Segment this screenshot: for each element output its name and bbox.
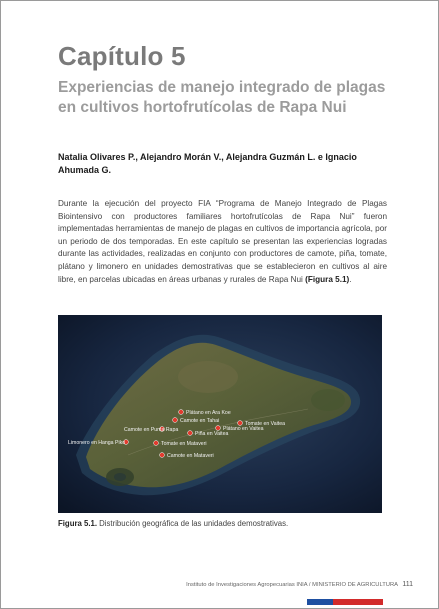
- label-pina-vaitea: Piña en Vaitea: [195, 431, 229, 437]
- map-figure: [58, 315, 382, 513]
- footer-text: Instituto de Investigaciones Agropecuarias INIA / MINISTERIO DE AGRICULTURA: [186, 582, 398, 588]
- body-text: Durante la ejecución del proyecto FIA “Programa de Manejo Integrado de Plagas Biointensivo con productores familiares hortofrutícolas de Rapa Nui” fueron implementadas herramientas de manejo de plagas en cultivos de importancia agrícola, por un periodo de dos temporadas. En este capítulo se presentan las experiencias logradas durante las actividades, realizadas en conjunto con productores de camote, piña, tomate, plátano y limonero en unidades demostrativas que se establecieron en cultivos al aire libre, en parcelas ubicadas en áreas urbanas y rurales de Rapa Nui: [58, 199, 387, 284]
- body-end: .: [349, 274, 352, 284]
- figure-reference: (Figura 5.1): [305, 274, 350, 284]
- label-platano-ara-koe: Plátano en Ara Koe: [186, 410, 231, 416]
- label-camote-mataveri: Camote en Mataveri: [167, 453, 214, 459]
- volcano-poike: [311, 389, 345, 411]
- marker-platano-ara-koe: [179, 410, 184, 415]
- chapter-title: Capítulo 5: [58, 41, 186, 71]
- chapter-subtitle: Experiencias de manejo integrado de plagas en cultivos hortofrutícolas de Rapa Nui: [58, 79, 386, 116]
- volcano-terevaka: [178, 361, 238, 393]
- satellite-map: [58, 315, 382, 513]
- label-tomate-mataveri: Tomate en Mataveri: [161, 441, 207, 447]
- label-tomate-vaitea: Tomate en Vaitea: [245, 421, 285, 427]
- authors-line: Natalia Olivares P., Alejandro Morán V., Alejandra Guzmán L. e Ignacio Ahumada G.: [58, 152, 357, 175]
- label-limonero-hanga-piko: Limonero en Hanga Piko: [68, 440, 126, 446]
- caption-label: Figura 5.1.: [58, 519, 97, 528]
- marker-camote-tahai: [173, 418, 178, 423]
- label-camote-tahai: Camote en Tahai: [180, 418, 220, 424]
- marker-tomate-mataveri: [154, 441, 159, 446]
- label-platano-vaitea: Plátano en Vaitea: [223, 426, 264, 432]
- marker-camote-mataveri: [160, 453, 165, 458]
- marker-platano-vaitea: [216, 426, 221, 431]
- page-number: 111: [402, 581, 413, 588]
- crater-lake: [114, 473, 126, 481]
- color-bar-blue: [307, 599, 333, 605]
- ministry-color-bar: [307, 599, 383, 605]
- marker-tomate-vaitea: [238, 421, 243, 426]
- color-bar-red: [333, 599, 383, 605]
- marker-pina-vaitea: [188, 431, 193, 436]
- figure-caption: [58, 519, 388, 528]
- page-footer: [186, 581, 413, 588]
- caption-text: Distribución geográfica de las unidades demostrativas.: [99, 519, 289, 528]
- body-paragraph: [58, 198, 387, 286]
- label-camote-punta-rapa: Camote en Punta Rapa: [124, 427, 179, 433]
